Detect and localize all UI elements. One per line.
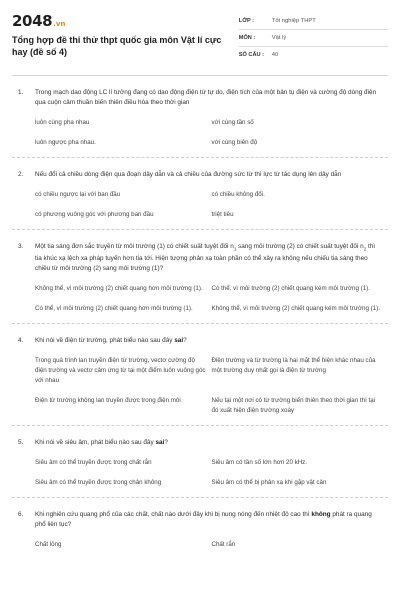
answer-option-a[interactable]: Trong quá trình lan truyền điện từ trường, vectơ cường độ điện trường và vectơ cảm ứng từ tại một điểm luôn vuông góc với nhau (35, 357, 206, 385)
question-text-part: Khi nói về điện từ trường, phát biểu nào sau đây (35, 337, 175, 345)
answer-option-b[interactable]: Siêu âm có tần số lớn hơn 20 kHz. (211, 459, 307, 467)
answer-option-a[interactable]: có chiều ngược lại với ban đầu (35, 191, 121, 198)
question-number: 3. (18, 243, 24, 250)
answer-options (35, 118, 382, 148)
subscript: 1 (233, 246, 237, 252)
question-4 (12, 324, 388, 426)
answer-option-d[interactable]: Nếu tại một nơi có từ trường biến thiên theo thời gian thì tại đó xuất hiện điện trường xoáy (211, 397, 376, 415)
question-text: Nếu đổi cả chiều dòng điện qua đoạn dây dẫn và cả chiều của đường sức từ thì lực từ tác dụng lên dây dẫn (35, 171, 342, 178)
question-text-part: Khi nói về siêu âm, phát biểu nào sau đây (35, 439, 156, 447)
answer-option-c[interactable]: Có thể, vì môi trường (2) chiết quang hơn môi trường (1). (35, 305, 193, 313)
exam-meta (239, 13, 388, 63)
question-text (35, 438, 382, 448)
answer-option-a[interactable]: Siêu âm có thể truyền được trong chất rắn (35, 459, 152, 467)
question-text-part: ? (183, 337, 187, 345)
brand-block (12, 10, 239, 58)
meta-value: Tốt nghiệp THPT (271, 18, 316, 24)
question-text (35, 510, 382, 530)
question-text-part: Khi nghiên cứu quang phổ của các chất, chất nào dưới đây khi bị nung nóng đến nhiệt độ cao thì (35, 511, 312, 519)
answer-option-c[interactable]: Siêu âm có thể truyền được trong chân không (35, 479, 162, 487)
answer-option-a[interactable]: Không thể, vì môi trường (2) chiết quang hơn môi trường (1). (35, 285, 203, 293)
question-text (35, 336, 382, 346)
meta-label: SỐ CÂU : (238, 52, 264, 58)
logo-main: 2048 (12, 12, 53, 30)
question-header (18, 336, 382, 346)
question-1 (12, 76, 388, 158)
question-text-part: thì tia khúc xạ lệch xa pháp tuyến hơn tia tới. Hiện tượng phản xạ toàn phần có thể xảy ra không nếu chiếu tia sáng theo chiều từ môi trường (2) sang môi trường (1)? (35, 243, 376, 273)
question-number: 4. (18, 337, 24, 345)
question-text-part: phát ra quang phổ liên tục? (35, 511, 372, 529)
answer-option-b[interactable]: Có thể, vì môi trường (2) chiết quang kém môi trường (1). (211, 285, 370, 293)
meta-row-class (239, 13, 388, 30)
answer-option-b[interactable]: Chất rắn (211, 541, 236, 549)
answer-option-d[interactable]: Không thể, vì môi trường (2) chiết quang kém môi trường (1). (211, 305, 380, 313)
question-text-part: Một tia sáng đơn sắc truyền từ môi trường (1) có chiết suất tuyệt đối n (35, 243, 234, 250)
question-number: 2. (18, 171, 24, 178)
question-text: Trong mạch dao động LC lí tưởng đang có dao động điện từ tự do, điện tích của một bản tụ điện và cường độ dòng điện qua cuộn cảm thuần biến thiên điều hòa theo thời gian (35, 89, 377, 106)
meta-row-subject (239, 30, 388, 47)
answer-option-c[interactable]: luôn ngược pha nhau. (35, 139, 96, 146)
answer-option-c[interactable]: có phương vuông góc với phương ban đầu (35, 211, 154, 218)
page-title: Tổng hợp đề thi thử thpt quốc gia môn Vật lí cực hay (đề số 4) (12, 35, 222, 57)
meta-label: MÔN : (238, 35, 256, 41)
answer-option-d[interactable]: triệt tiêu (211, 211, 234, 218)
question-number: 1. (18, 89, 24, 96)
logo-suffix: .vn (53, 20, 66, 28)
answer-option-a[interactable]: luôn cùng pha nhau (35, 119, 90, 126)
question-number: 5. (18, 439, 24, 447)
question-header (18, 88, 382, 108)
answer-option-b[interactable]: Điện trường và từ trường là hai mặt thể hiện khác nhau của một trường duy nhất gọi là điện từ trường (211, 357, 376, 375)
subscript: 2 (363, 246, 367, 252)
answer-options (35, 540, 382, 550)
answer-options (35, 458, 382, 488)
answer-options (35, 356, 382, 416)
site-logo[interactable] (12, 12, 239, 30)
question-header (18, 438, 382, 448)
question-text-part: ? (164, 439, 168, 447)
page-header (12, 10, 388, 63)
meta-row-count (239, 47, 388, 63)
answer-options (35, 190, 382, 220)
answer-option-a[interactable]: Chất lỏng (35, 541, 62, 549)
emphasis-word: không (311, 511, 331, 519)
question-2 (12, 158, 388, 230)
emphasis-word: sai (155, 439, 165, 447)
answer-option-d[interactable]: Siêu âm có thể bị phản xạ khi gặp vật cản (211, 479, 327, 487)
question-header (18, 170, 382, 180)
question-5 (12, 426, 388, 498)
question-header (18, 242, 382, 274)
emphasis-word: sai (174, 337, 184, 345)
answer-option-b[interactable]: có chiều không đổi. (211, 191, 265, 198)
question-6 (12, 498, 388, 559)
answer-option-b[interactable]: với cùng tần số (211, 119, 254, 126)
question-text-part: sang môi trường (2) có chiết suất tuyệt đối n (236, 243, 364, 250)
meta-value: 40 (271, 52, 279, 58)
answer-options (35, 284, 382, 314)
meta-value: Vật lý (271, 35, 287, 41)
answer-option-d[interactable]: với cùng biên độ (211, 139, 258, 146)
meta-label: LỚP : (238, 18, 255, 24)
question-number: 6. (18, 511, 24, 519)
question-text (35, 242, 382, 274)
question-header (18, 510, 382, 530)
question-3 (12, 230, 388, 324)
answer-option-c[interactable]: Điện từ trường không lan truyền được trong điện môi (35, 397, 181, 405)
